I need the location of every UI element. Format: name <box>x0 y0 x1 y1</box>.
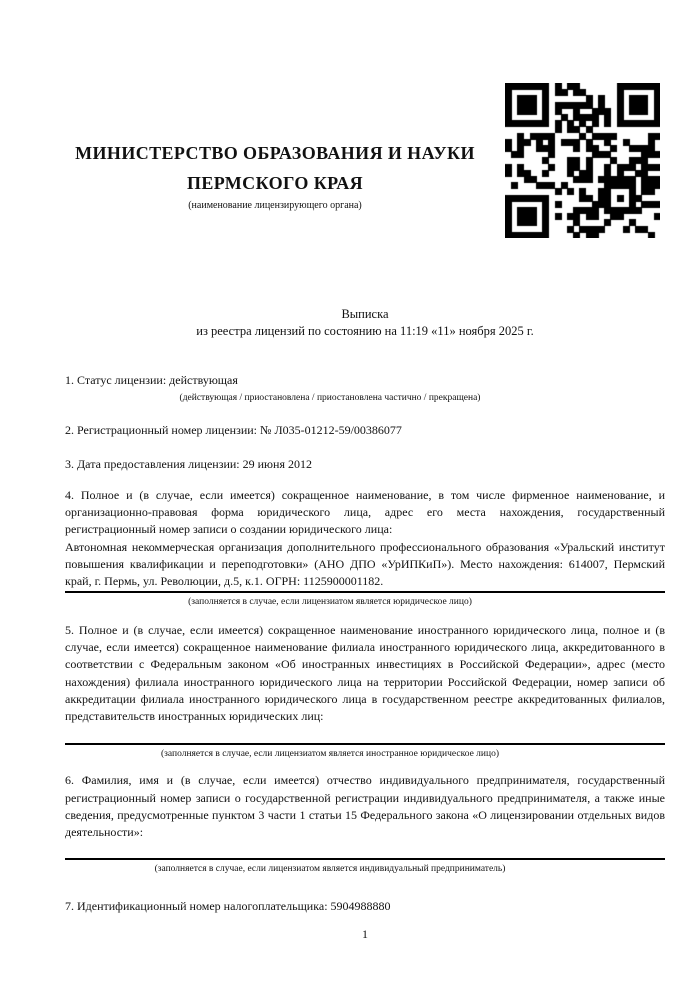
license-date-text: 3. Дата предоставления лицензии: 29 июня 2012 <box>65 456 312 471</box>
entrepreneur-question: 6. Фамилия, имя и (в случае, если имеется) отчество индивидуального предпринимателя, государственный регистрационный номер записи о государственной регистрации индивидуального предпринимателя, а также иные сведения, предусмотренные пунктом 3 части 1 статьи 15 Федерального закона «О лицензировании отдельных видов деятельности»: <box>65 773 665 840</box>
page-number: 1 <box>362 926 368 941</box>
license-status-text: 1. Статус лицензии: действующая <box>65 373 238 387</box>
item-individual-entrepreneur <box>65 772 665 875</box>
entrepreneur-note: (заполняется в случае, если лицензиатом является индивидуальный предприниматель) <box>154 863 506 874</box>
extract-title: Выписка <box>341 307 389 321</box>
ministry-title-line2: ПЕРМСКОГО КРАЯ <box>186 173 364 193</box>
divider-line <box>65 591 665 593</box>
legal-entity-note: (заполняется в случае, если лицензиатом является юридическое лицо) <box>188 596 472 607</box>
item-registration-number <box>65 422 665 439</box>
ministry-header <box>60 138 490 212</box>
legal-entity-question: 4. Полное и (в случае, если имеется) сокращенное наименование, в том числе фирменное наименование, и организационно-правовая форма юридического лица, адрес его места нахождения, государственный регистрационный номер записи о создании юридического лица: <box>65 487 665 537</box>
taxpayer-number-text: 7. Идентификационный номер налогоплательщика: 5904988880 <box>65 898 391 913</box>
license-status-note: (действующая / приостановлена / приостановлена частично / прекращена) <box>179 393 481 404</box>
legal-entity-value: Автономная некоммерческая организация дополнительного профессионального образования «Уральский институт повышения квалификации и переподготовки» (АНО ДПО «УрИПКиП»). Место нахождения: 614007, Пермский край, г. Пермь, ул. Революции, д.5, к.1. ОГРН: 1125900001182. <box>65 539 665 589</box>
item-license-status <box>65 372 665 405</box>
extract-title-block <box>65 306 665 340</box>
item-foreign-entity <box>65 622 665 762</box>
registration-number-text: 2. Регистрационный номер лицензии: № Л035-01212-59/00386077 <box>65 423 402 438</box>
foreign-entity-note: (заполняется в случае, если лицензиатом является иностранное юридическое лицо) <box>161 749 499 760</box>
divider-line <box>65 858 665 860</box>
item-taxpayer-number <box>65 898 665 915</box>
foreign-entity-question: 5. Полное и (в случае, если имеется) сокращенное наименование иностранного юридического лица, полное и (в случае, если имеется) сокращенное наименование филиала иностранного юридического лица, аккредитованного в соответствии с Федеральным законом «Об иностранных инвестициях в Российской Федерации», адрес (место нахождения) филиала иностранного юридического лица на территории Российской Федерации, номер записи об аккредитации филиала иностранного юридического лица в государственном реестре аккредитованных филиалов, представительств иностранных юридических лиц: <box>65 622 665 724</box>
item-legal-entity <box>65 487 665 609</box>
qr-code <box>505 83 660 238</box>
ministry-title-line1: МИНИСТЕРСТВО ОБРАЗОВАНИЯ И НАУКИ <box>75 143 475 163</box>
licensing-authority-caption: (наименование лицензирующего органа) <box>188 200 362 211</box>
divider-line <box>65 743 665 745</box>
item-license-date <box>65 456 665 473</box>
extract-date-line: из реестра лицензий по состоянию на 11:19 «11» ноября 2025 г. <box>196 324 534 338</box>
